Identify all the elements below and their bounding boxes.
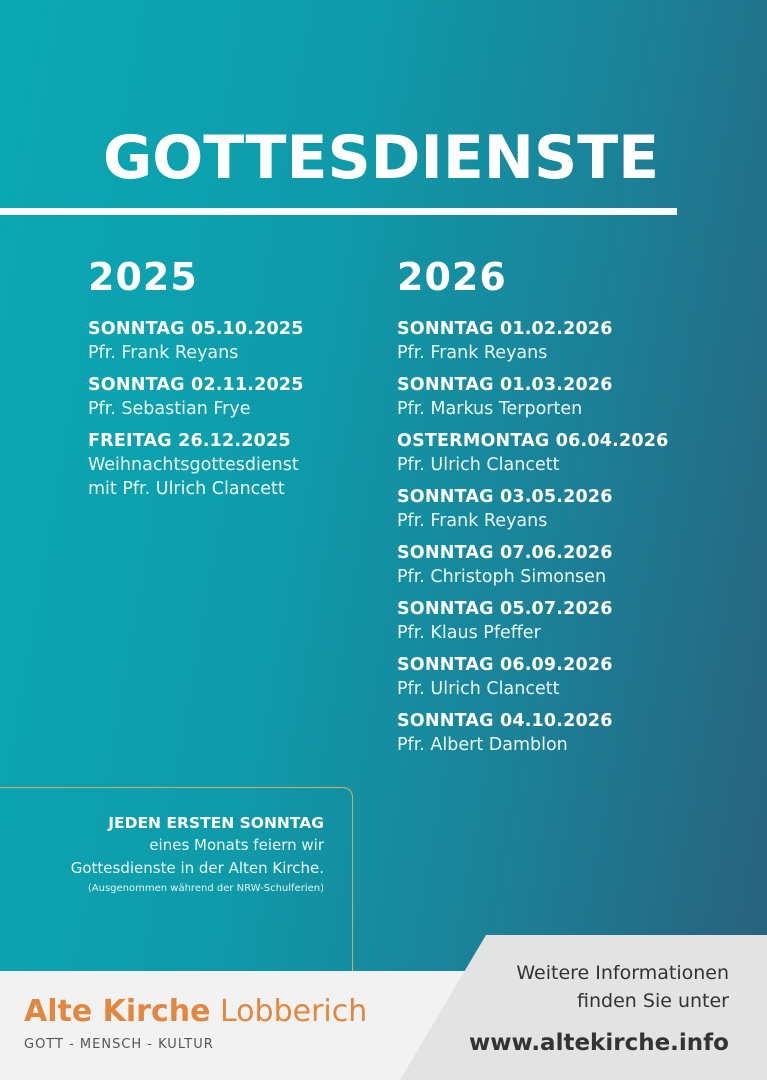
more-info-text	[516, 959, 729, 1015]
brand-name-light: Lobberich	[220, 994, 368, 1029]
service-entry	[397, 486, 668, 533]
year-column-2026	[397, 255, 669, 766]
service-pastor: Pfr. Frank Reyans	[397, 343, 548, 363]
service-date: SONNTAG 04.10.2026	[397, 711, 613, 731]
info-box	[0, 787, 353, 987]
brand-tagline: GOTT - MENSCH - KULTUR	[24, 1037, 214, 1052]
service-pastor: Pfr. Albert Damblon	[397, 735, 568, 755]
service-entry	[397, 318, 668, 365]
service-date: SONNTAG 02.11.2025	[88, 375, 304, 395]
service-pastor: Pfr. Ulrich Clancett	[397, 679, 560, 699]
service-entry	[397, 598, 668, 645]
service-date: SONNTAG 06.09.2026	[397, 655, 613, 675]
service-entry	[88, 318, 304, 365]
more-info-line: Weitere Informationen	[516, 962, 729, 984]
service-entry	[88, 374, 304, 421]
info-heading: JEDEN ERSTEN SONNTAG	[108, 814, 324, 832]
page-title: GOTTESDIENSTE	[103, 123, 660, 193]
year-column-2025	[88, 255, 304, 510]
title-underline	[0, 208, 677, 215]
service-pastor: Pfr. Klaus Pfeffer	[397, 623, 541, 643]
service-pastor: Pfr. Frank Reyans	[88, 343, 239, 363]
year-heading: 2025	[88, 255, 198, 299]
service-pastor: Pfr. Sebastian Frye	[88, 399, 251, 419]
service-date: SONNTAG 05.07.2026	[397, 599, 613, 619]
service-date: SONNTAG 03.05.2026	[397, 487, 613, 507]
info-line: Gottesdienste in der Alten Kirche.	[70, 859, 324, 877]
service-pastor: Pfr. Christoph Simonsen	[397, 567, 607, 587]
service-date: SONNTAG 07.06.2026	[397, 543, 613, 563]
year-heading: 2026	[397, 255, 507, 299]
service-entry	[88, 430, 304, 501]
brand-logo	[24, 994, 368, 1029]
service-entry	[397, 710, 668, 757]
service-description: Weihnachtsgottesdienst	[88, 455, 299, 475]
service-date: SONNTAG 01.02.2026	[397, 319, 613, 339]
info-note: (Ausgenommen während der NRW-Schulferien)	[87, 883, 324, 894]
service-entry	[397, 374, 668, 421]
info-line: eines Monats feiern wir	[149, 836, 324, 854]
service-pastor: Pfr. Frank Reyans	[397, 511, 548, 531]
service-date: FREITAG 26.12.2025	[88, 431, 291, 451]
service-date: SONNTAG 01.03.2026	[397, 375, 613, 395]
service-entry	[397, 430, 668, 477]
service-pastor: mit Pfr. Ulrich Clancett	[88, 479, 285, 499]
service-date: OSTERMONTAG 06.04.2026	[397, 431, 669, 451]
service-entry	[397, 654, 668, 701]
service-pastor: Pfr. Markus Terporten	[397, 399, 583, 419]
service-date: SONNTAG 05.10.2025	[88, 319, 304, 339]
more-info-line: finden Sie unter	[577, 990, 729, 1012]
service-pastor: Pfr. Ulrich Clancett	[397, 455, 560, 475]
website-link[interactable]: www.altekirche.info	[469, 1030, 729, 1056]
brand-name-bold: Alte Kirche	[24, 994, 211, 1029]
service-entry	[397, 542, 668, 589]
info-text	[71, 812, 324, 898]
